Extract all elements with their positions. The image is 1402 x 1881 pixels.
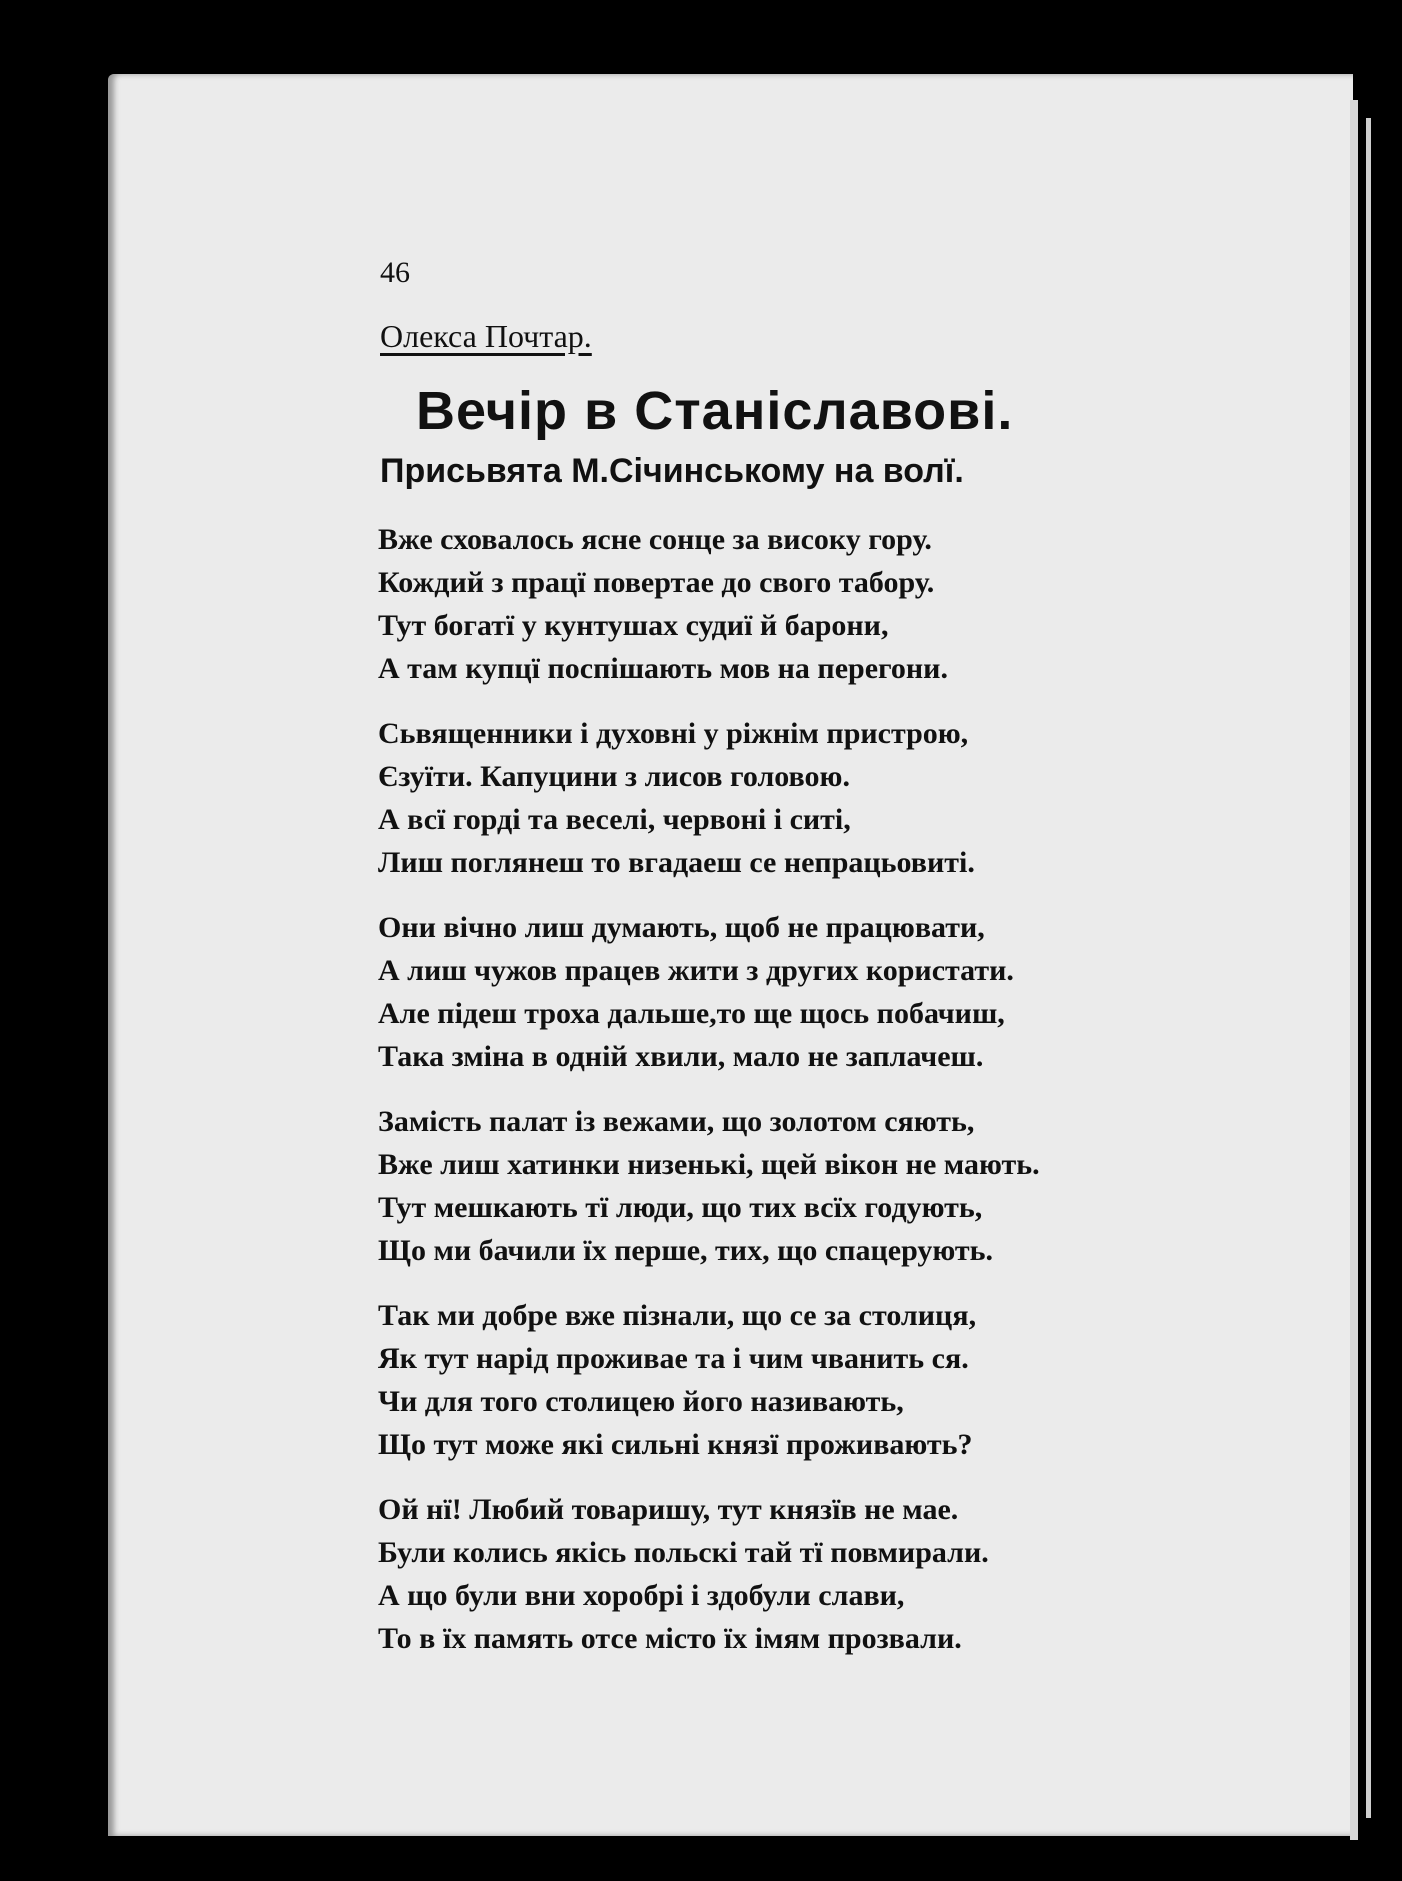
poem-line: Тут богатї у кунтушах судиї й барони, — [378, 609, 889, 642]
poem-dedication: Присьвята М.Січинському на волї. — [380, 452, 964, 490]
poem-line: Так ми добре вже пізнали, що се за столиця, — [378, 1299, 977, 1332]
stanza — [378, 1488, 1158, 1660]
poem-line: Але підеш троха дальше,то ще щось побачиш, — [378, 997, 1005, 1030]
stanza — [378, 1294, 1158, 1466]
poem-line: А що були вни хоробрі і здобули слави, — [378, 1579, 905, 1612]
poem-line: То в їх память отсе місто їх імям прозвали. — [378, 1622, 962, 1655]
poem-line: А всї горді та веселі, червоні і ситі, — [378, 803, 851, 836]
poem-line: Як тут нарід проживае та і чим чванить ся. — [378, 1342, 969, 1375]
stanza — [378, 518, 1158, 690]
poem-title: Вечір в Станіславові. — [416, 381, 1014, 441]
poem-line: Єзуїти. Капуцини з лисов головою. — [378, 760, 850, 793]
poem-line: Вже лиш хатинки низенькі, щей вікон не мають. — [378, 1148, 1040, 1181]
poem-body — [378, 518, 1158, 1682]
poem-line: А лиш чужов працев жити з других користати. — [378, 954, 1014, 987]
poem-line: Чи для того столицею його називають, — [378, 1385, 904, 1418]
stanza — [378, 906, 1158, 1078]
poem-line: Вже сховалось ясне сонце за високу гору. — [378, 523, 932, 556]
stanza — [378, 1100, 1158, 1272]
poem-line: Що тут може які сильні князї проживають? — [378, 1428, 973, 1461]
author-name: Олекса Почтар. — [380, 318, 592, 354]
poem-line: Тут мешкають тї люди, що тих всїх годують, — [378, 1191, 983, 1224]
poem-line: Замість палат із вежами, що золотом сяють, — [378, 1105, 975, 1138]
poem-line: Лиш поглянеш то вгадаеш се непрацьовиті. — [378, 846, 975, 879]
poem-line: Ой нї! Любий товаришу, тут князїв не мае. — [378, 1493, 959, 1526]
poem-line: Така зміна в одній хвили, мало не заплачеш. — [378, 1040, 984, 1073]
page-edge — [1350, 100, 1358, 1840]
poem-line: Були колись якісь польскі тай тї повмирали. — [378, 1536, 989, 1569]
page-number: 46 — [380, 256, 410, 289]
poem-line: Що ми бачили їх перше, тих, що спацерують. — [378, 1234, 994, 1267]
next-page-edge — [1366, 118, 1371, 1818]
poem-line: А там купцї поспішають мов на перегони. — [378, 652, 948, 685]
poem-line: Сьвященники і духовні у ріжнім пристрою, — [378, 717, 969, 750]
stanza — [378, 712, 1158, 884]
poem-line: Они вічно лиш думають, щоб не працювати, — [378, 911, 985, 944]
poem-line: Кождий з працї повертае до свого табору. — [378, 566, 935, 599]
